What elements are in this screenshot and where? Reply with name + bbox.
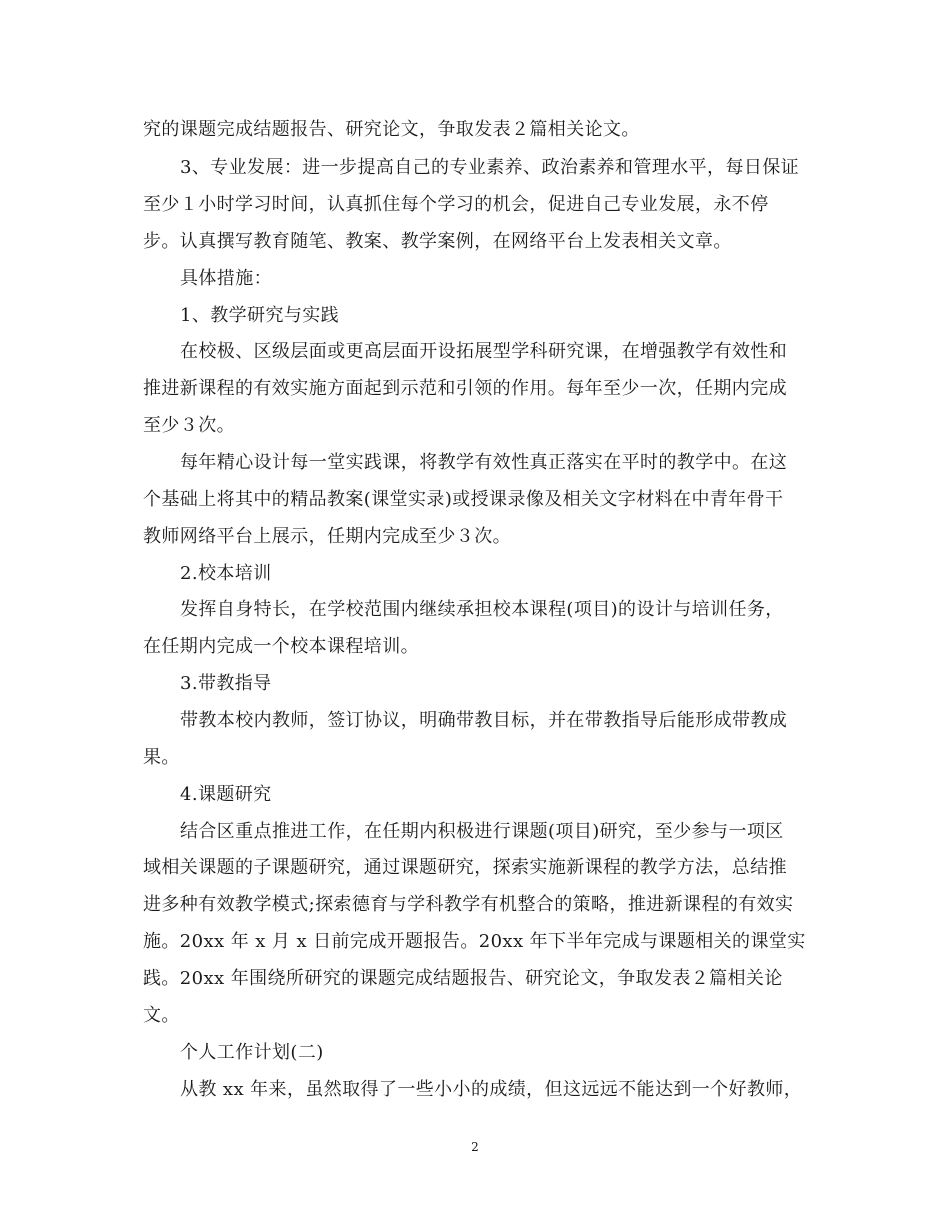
text-line: 3、专业发展：进一步提高自己的专业素养、政治素养和管理水平，每日保证 <box>180 157 800 178</box>
page-number: 2 <box>471 1140 479 1154</box>
text-line: 发挥自身特长，在学校范围内继续承担校本课程(项目)的设计与培训任务， <box>180 599 784 620</box>
text-line: 个基础上将其中的精品教案(课堂实录)或授课录像及相关文字材料在中青年骨干 <box>143 489 784 510</box>
text-line: 1、教学研究与实践 <box>180 305 340 326</box>
text-line: 每年精心设计每一堂实践课，将教学有效性真正落实在平时的教学中。在这 <box>180 452 788 473</box>
text-line: 践。20xx 年围绕所研究的课题完成结题报告、研究论文，争取发表２篇相关论 <box>143 968 783 989</box>
text-line: 带教本校内教师，签订协议，明确带教目标，并在带教指导后能形成带教成 <box>180 710 788 731</box>
text-line: 具体措施： <box>180 268 272 289</box>
text-line: 果。 <box>143 747 180 768</box>
text-line: 步。认真撰写教育随笔、教案、教学案例，在网络平台上发表相关文章。 <box>143 231 732 252</box>
text-line: 从教 xx 年来，虽然取得了一些小小的成绩，但这远远不能达到一个好教师， <box>180 1079 803 1100</box>
text-line: 进多种有效教学模式;探索德育与学科教学有机整合的策略，推进新课程的有效实 <box>143 894 794 915</box>
text-line: 在任期内完成一个校本课程培训。 <box>143 636 419 657</box>
text-line: 个人工作计划(二) <box>180 1042 324 1063</box>
text-line: 至少１小时学习时间，认真抓住每个学习的机会，促进自己专业发展，永不停 <box>143 194 769 215</box>
text-line: 究的课题完成结题报告、研究论文，争取发表２篇相关论文。 <box>143 119 640 140</box>
text-line: 3.带教指导 <box>180 673 272 694</box>
text-line: 结合区重点推进工作，在任期内积极进行课题(项目)研究，至少参与一项区 <box>180 821 784 842</box>
text-line: 施。20xx 年 x 月 x 日前完成开题报告。20xx 年下半年完成与课题相关的课堂实 <box>143 931 806 952</box>
text-line: 域相关课题的子课题研究，通过课题研究，探索实施新课程的教学方法，总结推 <box>143 857 787 878</box>
text-line: 推进新课程的有效实施方面起到示范和引领的作用。每年至少一次，任期内完成 <box>143 378 787 399</box>
text-line: 至少３次。 <box>143 415 235 436</box>
text-line: 教师网络平台上展示，任期内完成至少３次。 <box>143 526 511 547</box>
text-line: 2.校本培训 <box>180 563 272 584</box>
text-line: 文。 <box>143 1005 180 1026</box>
text-line: 4.课题研究 <box>180 784 272 805</box>
text-line: 在校极、区级层面或更高层面开设拓展型学科研究课，在增强教学有效性和 <box>180 341 788 362</box>
